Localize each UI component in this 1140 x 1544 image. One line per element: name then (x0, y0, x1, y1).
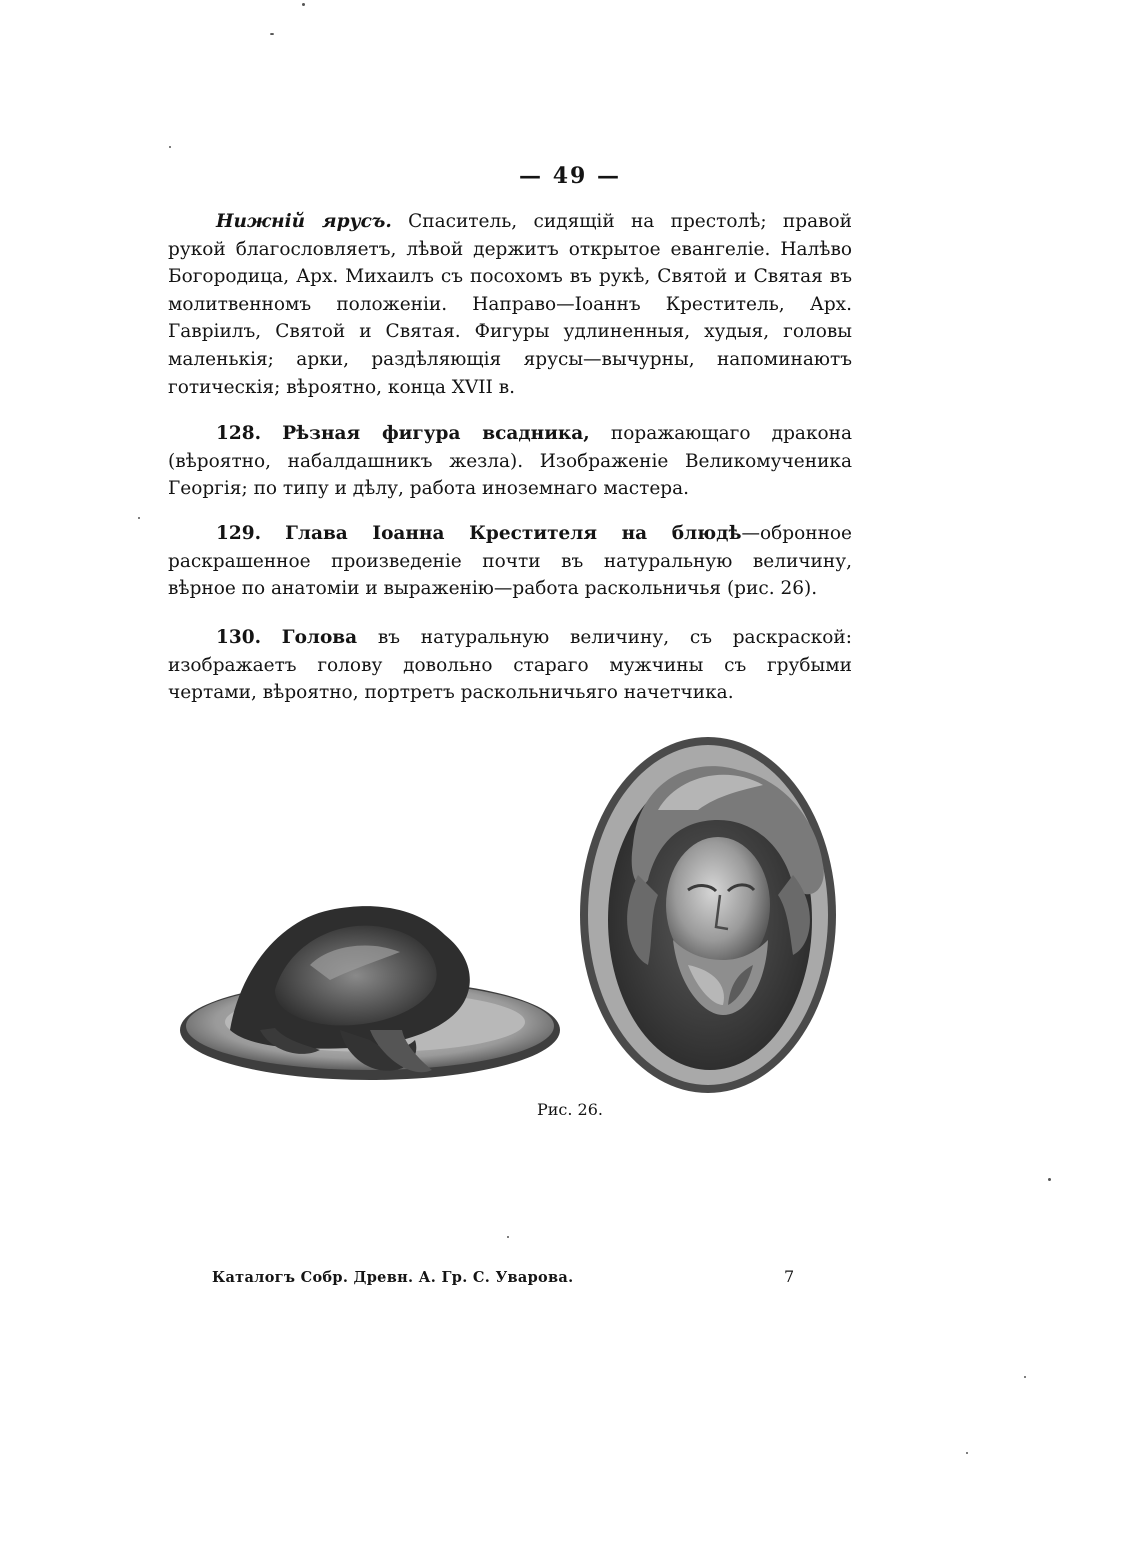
paragraph-run-in-heading: Нижній ярусъ. (216, 211, 392, 232)
scan-speck (507, 1236, 509, 1238)
entry-description: —обронное раскрашенное произведеніе почти въ натуральную величину, вѣрное по анатоміи и выраженію—работа раскольничья (рис. 26). (168, 523, 852, 600)
catalog-entry-130 (168, 624, 852, 707)
catalog-entry-128 (168, 420, 852, 503)
head-on-platter-photo (170, 880, 560, 1090)
scan-speck (270, 33, 274, 35)
entry-title: Глава Іоанна Крестителя на блюдѣ (285, 523, 742, 544)
entry-title: Рѣзная фигура всадника, (282, 423, 590, 444)
page-number: — 49 — (519, 163, 621, 189)
paragraph-lower-tier (168, 208, 852, 401)
scan-speck (1024, 1376, 1026, 1378)
scan-speck (169, 146, 171, 148)
entry-number: 130. (216, 627, 262, 648)
entry-number: 129. (216, 523, 262, 544)
entry-description: поражающаго дракона (вѣроятно, набалдашникъ жезла). Изображеніе Великомученика Георгія; по типу и дѣлу, работа иноземнаго мастера. (168, 423, 853, 500)
oval-relief-head-photo (578, 715, 842, 1095)
scan-speck (1048, 1178, 1051, 1181)
footer-catalog-title: Каталогъ Собр. Древн. А. Гр. С. Уварова. (212, 1269, 574, 1286)
scan-speck (302, 3, 305, 6)
printer-signature-mark: 7 (784, 1267, 795, 1286)
scan-speck (966, 1452, 968, 1454)
entry-number: 128. (216, 423, 262, 444)
catalog-entry-129 (168, 520, 852, 603)
paragraph-body: Спаситель, сидящій на престолѣ; правой рукой благословляетъ, лѣвой держитъ открытое евангеліе. Налѣво Богородица, Арх. Михаилъ съ посохомъ въ рукѣ, Святой и Святая въ молитвенномъ положеніи. Направо—Іоаннъ Креститель, Арх. Гавріилъ, Святой и Святая. Фигуры удлиненныя, худыя, головы маленькія; арки, раздѣляющія ярусы—вычурны, напоминаютъ готическія; вѣроятно, конца XVII в. (168, 211, 853, 398)
figure-caption: Рис. 26. (536, 1100, 603, 1119)
entry-title: Голова (281, 627, 358, 648)
scan-speck (138, 517, 140, 519)
entry-description: въ натуральную величину, съ раскраской: изображаетъ голову довольно стараго мужчины съ грубыми чертами, вѣроятно, портретъ раскольничьяго начетчика. (168, 627, 852, 704)
